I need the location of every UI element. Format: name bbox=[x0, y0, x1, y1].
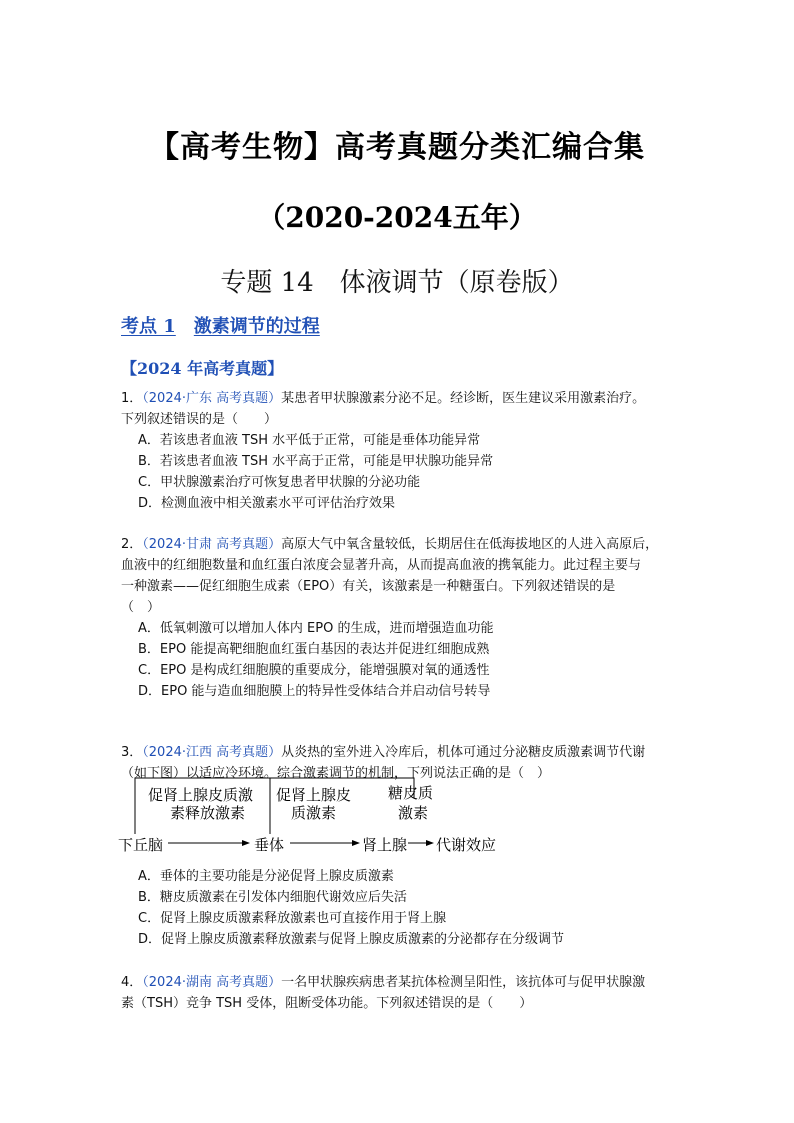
question-4 bbox=[121, 972, 691, 1014]
option-d: D．促肾上腺皮质激素释放激素与促肾上腺皮质激素的分泌都存在分级调节 bbox=[138, 932, 565, 947]
option-a: A．若该患者血液 TSH 水平低于正常，可能是垂体功能异常 bbox=[138, 433, 481, 448]
option-c: C．促肾上腺皮质激素释放激素也可直接作用于肾上腺 bbox=[138, 911, 447, 926]
stem-text: 素（TSH）竞争 TSH 受体，阻断受体功能。下列叙述错误的是（ ） bbox=[121, 996, 533, 1011]
question-stem bbox=[121, 388, 691, 430]
option-b: B．若该患者血液 TSH 水平高于正常，可能是甲状腺功能异常 bbox=[138, 454, 494, 469]
question-number: 1． bbox=[121, 391, 143, 406]
stem-text: 高原大气中氧含量较低，长期居住在低海拔地区的人进入高原后， bbox=[281, 537, 659, 552]
question-source: （2024·江西 高考真题） bbox=[142, 745, 282, 760]
stem-text: 下列叙述错误的是（ ） bbox=[121, 412, 278, 427]
label-crh-line1: 促肾上腺皮质激 bbox=[148, 786, 254, 804]
hormone-regulation-diagram bbox=[118, 772, 538, 862]
stem-text: 某患者甲状腺激素分泌不足。经诊断，医生建议采用激素治疗。 bbox=[281, 391, 646, 406]
option-a: A．垂体的主要功能是分泌促肾上腺皮质激素 bbox=[138, 869, 394, 884]
question-source: （2024·甘肃 高考真题） bbox=[142, 537, 282, 552]
stem-text: 一种激素——促红细胞生成素（EPO）有关，该激素是一种糖蛋白。下列叙述错误的是 bbox=[121, 579, 616, 594]
option-c: C．EPO 是构成红细胞膜的重要成分，能增强膜对氧的通透性 bbox=[138, 663, 490, 678]
question-number: 2． bbox=[121, 537, 143, 552]
question-2 bbox=[121, 534, 691, 702]
node-pituitary: 垂体 bbox=[254, 836, 285, 854]
option-a: A．低氧刺激可以增加人体内 EPO 的生成，进而增强造血功能 bbox=[138, 621, 494, 636]
question-number: 3． bbox=[121, 745, 143, 760]
stem-text: 从炎热的室外进入冷库后，机体可通过分泌糖皮质激素调节代谢 bbox=[281, 745, 646, 760]
question-source: （2024·广东 高考真题） bbox=[142, 391, 282, 406]
label-gc-line2: 激素 bbox=[398, 804, 429, 822]
node-hypothalamus: 下丘脑 bbox=[118, 836, 164, 854]
option-c: C．甲状腺激素治疗可恢复患者甲状腺的分泌功能 bbox=[138, 475, 421, 490]
kaodian-title: 激素调节的过程 bbox=[193, 316, 320, 337]
kaodian-number: 考点 1 bbox=[121, 316, 176, 337]
question-source: （2024·湖南 高考真题） bbox=[142, 975, 282, 990]
stem-text: 一名甲状腺疾病患者某抗体检测呈阳性，该抗体可与促甲状腺激 bbox=[281, 975, 646, 990]
question-3-options bbox=[121, 866, 691, 950]
question-stem bbox=[121, 972, 691, 1014]
node-metabolic-effect: 代谢效应 bbox=[436, 836, 497, 854]
option-b: B．EPO 能提高靶细胞血红蛋白基因的表达并促进红细胞成熟 bbox=[138, 642, 490, 657]
option-d: D．检测血液中相关激素水平可评估治疗效果 bbox=[138, 496, 396, 511]
stem-text: （ ） bbox=[121, 600, 161, 615]
question-stem bbox=[121, 534, 691, 618]
label-gc-line1: 糖皮质 bbox=[388, 784, 434, 802]
stem-text: （如下图）以适应冷环境。综合激素调节的机制，下列说法正确的是（ ） bbox=[121, 766, 551, 781]
document-year-range: （2020-2024五年） bbox=[257, 201, 537, 234]
question-1 bbox=[121, 388, 691, 514]
label-acth-line1: 促肾上腺皮 bbox=[276, 786, 352, 804]
kaodian-heading bbox=[121, 312, 320, 338]
question-number: 4． bbox=[121, 975, 143, 990]
stem-text: 血液中的红细胞数量和血红蛋白浓度会显著升高，从而提高血液的携氧能力。此过程主要与 bbox=[121, 558, 642, 573]
option-d: D．EPO 能与造血细胞膜上的特异性受体结合并启动信号转导 bbox=[138, 684, 491, 699]
document-title: 【高考生物】高考真题分类汇编合集 bbox=[149, 130, 645, 165]
label-crh-line2: 素释放激素 bbox=[170, 804, 246, 822]
node-adrenal: 肾上腺 bbox=[362, 836, 408, 854]
year-heading: 【2024 年高考真题】 bbox=[121, 359, 284, 378]
label-acth-line2: 质激素 bbox=[291, 804, 337, 822]
topic-subtitle: 专题 14 体液调节（原卷版） bbox=[220, 268, 574, 298]
option-b: B．糖皮质激素在引发体内细胞代谢效应后失活 bbox=[138, 890, 407, 905]
